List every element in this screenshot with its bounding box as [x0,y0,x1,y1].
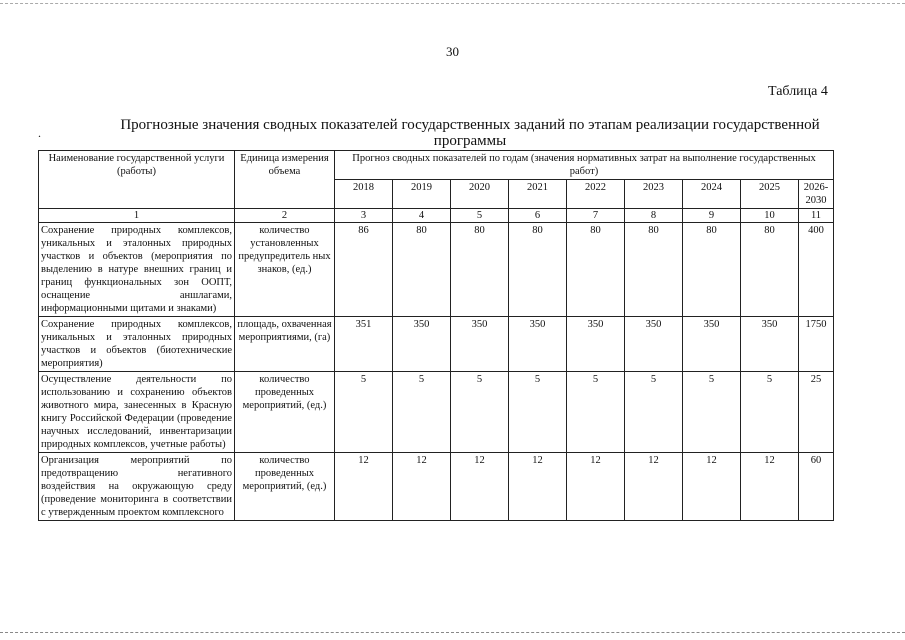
index-cell: 10 [741,209,799,223]
value-cell: 350 [451,317,509,372]
unit-cell: площадь, охваченная мероприятиями, (га) [235,317,335,372]
index-cell: 1 [39,209,235,223]
year-cell: 2020 [451,180,509,209]
table-row [39,317,834,372]
header-row [39,151,834,180]
index-row [39,209,834,223]
unit-cell: количество проведенных мероприятий, (ед.) [235,453,335,521]
year-cell: 2025 [741,180,799,209]
service-name-cell: Сохранение природных комплексов, уникальных и эталонных природных участков и объектов (биотехнические мероприятия) [39,317,235,372]
value-cell: 350 [741,317,799,372]
page-number: 30 [446,44,459,59]
value-cell: 12 [335,453,393,521]
scan-artifact: . [38,126,41,140]
value-cell: 350 [683,317,741,372]
value-cell: 12 [683,453,741,521]
table-row [39,223,834,317]
value-cell: 5 [393,372,451,453]
header-name: Наименование государственной услуги (работы) [39,151,235,209]
value-cell: 350 [567,317,625,372]
year-cell: 2024 [683,180,741,209]
value-cell: 5 [625,372,683,453]
document-title: Прогнозные значения сводных показателей государственных заданий по этапам реализации государственной программы [120,117,820,149]
table-row [39,453,834,521]
value-cell: 80 [625,223,683,317]
value-cell: 80 [393,223,451,317]
value-cell: 12 [393,453,451,521]
value-cell: 80 [451,223,509,317]
year-cell: 2023 [625,180,683,209]
value-cell: 80 [741,223,799,317]
value-cell: 80 [509,223,567,317]
value-cell: 12 [509,453,567,521]
value-cell: 12 [625,453,683,521]
value-cell: 86 [335,223,393,317]
value-cell: 350 [509,317,567,372]
value-cell: 1750 [799,317,834,372]
value-cell: 350 [625,317,683,372]
unit-cell: количество установленных предупредитель ных знаков, (ед.) [235,223,335,317]
index-cell: 9 [683,209,741,223]
unit-cell: количество проведенных мероприятий, (ед.) [235,372,335,453]
value-cell: 5 [683,372,741,453]
service-name-cell: Сохранение природных комплексов, уникальных и эталонных природных участков и объектов (мероприятия по выделению в натуре внешних границ и границ функциональных зон ООПТ, оснащение аншлагами, информационными щитами и знаками) [39,223,235,317]
header-forecast: Прогноз сводных показателей по годам (значения нормативных затрат на выполнение государственных работ) [335,151,834,180]
value-cell: 12 [451,453,509,521]
forecast-table [38,150,834,521]
value-cell: 351 [335,317,393,372]
index-cell: 11 [799,209,834,223]
table-row [39,372,834,453]
index-cell: 4 [393,209,451,223]
value-cell: 5 [567,372,625,453]
value-cell: 400 [799,223,834,317]
value-cell: 12 [567,453,625,521]
index-cell: 8 [625,209,683,223]
value-cell: 5 [741,372,799,453]
value-cell: 25 [799,372,834,453]
index-cell: 7 [567,209,625,223]
header-unit: Единица измерения объема [235,151,335,209]
value-cell: 350 [393,317,451,372]
index-cell: 6 [509,209,567,223]
table-label: Таблица 4 [768,84,828,99]
index-cell: 5 [451,209,509,223]
service-name-cell: Осуществление деятельности по использованию и сохранению объектов животного мира, занесенных в Красную книгу Российской Федерации (проведение научных исследований, инвентаризации природных комплексов, учетные работы) [39,372,235,453]
value-cell: 60 [799,453,834,521]
index-cell: 3 [335,209,393,223]
year-cell: 2018 [335,180,393,209]
year-cell: 2022 [567,180,625,209]
year-cell: 2021 [509,180,567,209]
table-viewport [38,150,838,570]
service-name-cell: Организация мероприятий по предотвращению негативного воздействия на окружающую среду (проведение мониторинга в соответствии с утвержденным проектом комплексного [39,453,235,521]
value-cell: 80 [567,223,625,317]
scan-bottom-edge [0,632,905,633]
scan-top-edge [0,3,905,4]
value-cell: 12 [741,453,799,521]
year-cell: 2019 [393,180,451,209]
value-cell: 80 [683,223,741,317]
value-cell: 5 [451,372,509,453]
value-cell: 5 [509,372,567,453]
value-cell: 5 [335,372,393,453]
index-cell: 2 [235,209,335,223]
year-cell: 2026-2030 [799,180,834,209]
